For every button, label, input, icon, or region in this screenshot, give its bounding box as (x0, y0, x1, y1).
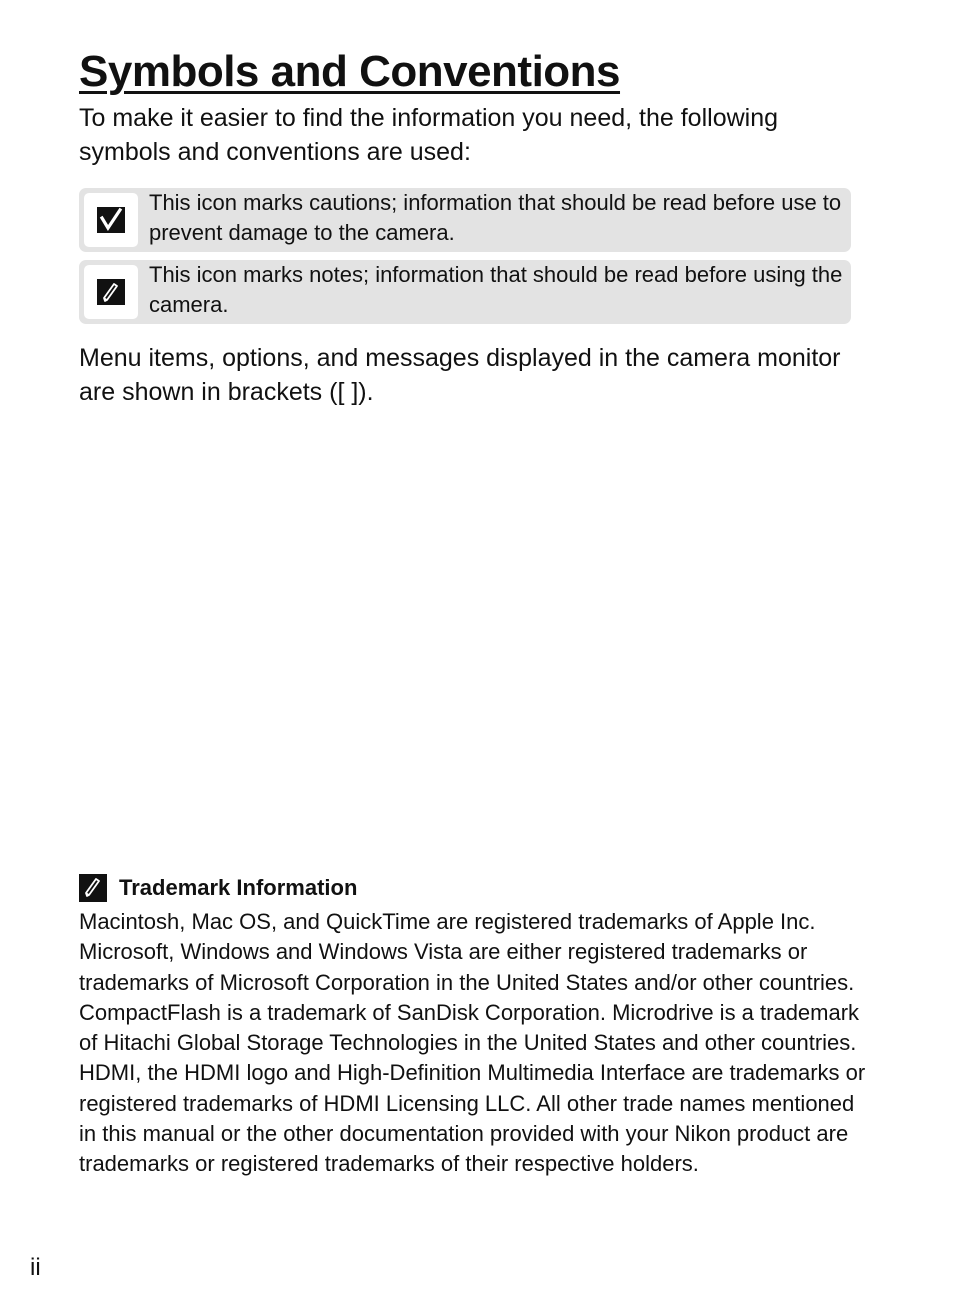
note-icon-tile (84, 265, 138, 319)
note-legend-box (79, 260, 851, 324)
menu-convention-paragraph: Menu items, options, and messages displayed in the camera monitor are shown in brackets ([ ]). (79, 344, 841, 406)
trademark-body: Macintosh, Mac OS, and QuickTime are registered trademarks of Apple Inc. Microsoft, Windows and Windows Vista are either registered trademarks or trademarks of Microsoft Corporation in the United States and/or other countries. CompactFlash is a trademark of SanDisk Corporation. Microdrive is a trademark of Hitachi Global Storage Technologies in the United States and other countries. HDMI, the HDMI logo and High-Definition Multimedia Interface are trademarks or registered trademarks of HDMI Licensing LLC. All other trade names mentioned in this manual or the other documentation provided with your Nikon product are trademarks or registered trademarks of their respective holders. (79, 909, 866, 1177)
trademark-heading (79, 871, 357, 905)
note-description: This icon marks notes; information that should be read before using the camera. (149, 262, 843, 317)
note-pencil-icon (79, 874, 107, 902)
caution-legend-box (79, 188, 851, 252)
caution-icon-tile (84, 193, 138, 247)
caution-check-icon (96, 206, 126, 234)
page-number: ii (30, 1254, 41, 1281)
intro-paragraph: To make it easier to find the information you need, the following symbols and conventions are used: (79, 104, 779, 166)
trademark-title: Trademark Information (119, 875, 358, 900)
note-pencil-icon (96, 278, 126, 306)
page-title: Symbols and Conventions (79, 47, 621, 96)
caution-description: This icon marks cautions; information that should be read before use to prevent damage to the camera. (149, 190, 842, 245)
